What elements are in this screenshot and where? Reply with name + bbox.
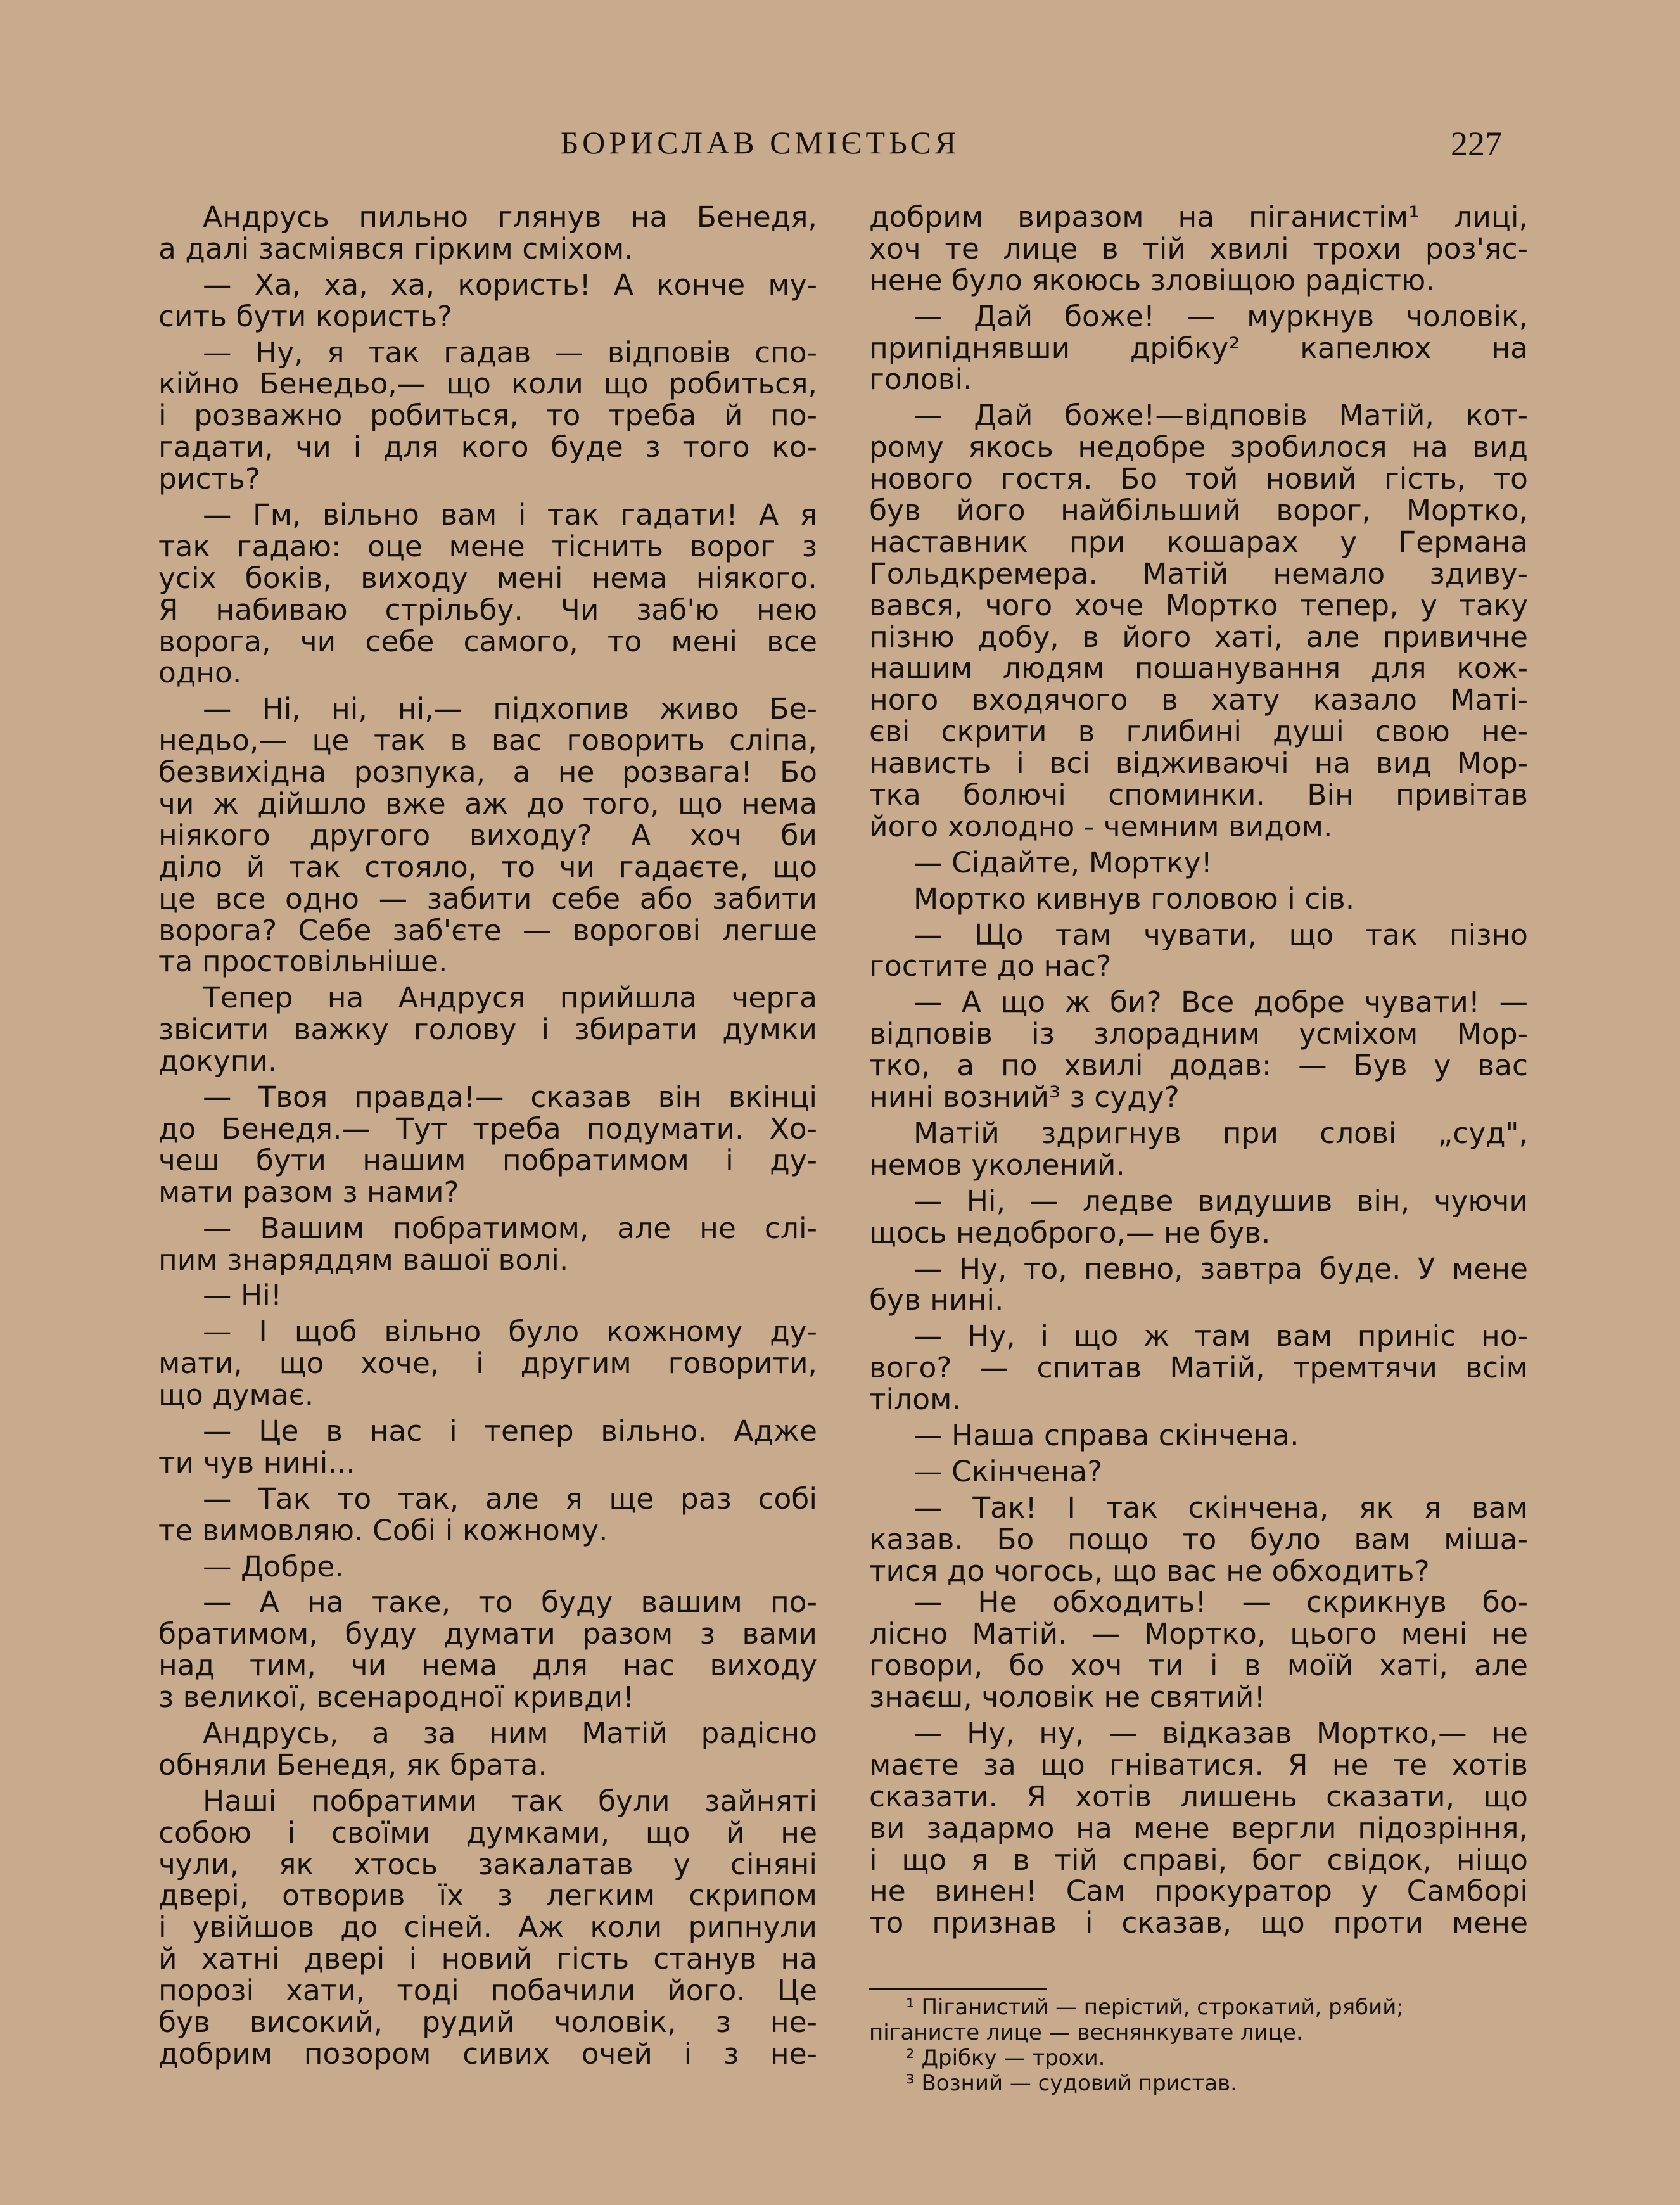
text-line: нині возний³ з суду? (869, 1082, 1180, 1113)
text-line: це все одно — забити себе або забити (158, 883, 817, 915)
text-line: — Скінчена? (913, 1455, 1103, 1488)
right-text-column (869, 201, 1528, 1939)
text-line: нене було якоюсь зловіщою радістю. (869, 264, 1435, 297)
text-line: — Добре. (203, 1550, 344, 1583)
footnote-line: ³ Возний — судовий пристав. (906, 2071, 1237, 2096)
text-line: нависть і всі відживаючі на вид Мор- (869, 748, 1528, 780)
text-line: Матій здригнув при слові „суд", (913, 1117, 1528, 1149)
text-line: щось недоброго,— не був. (869, 1217, 1271, 1249)
text-line: тко, а по хвилі додав: — Був у вас (869, 1050, 1528, 1082)
text-line: — А що ж би? Все добре чувати! — (913, 987, 1528, 1019)
text-line: ти чув нині... (158, 1447, 355, 1479)
page-number: 227 (1451, 125, 1502, 163)
text-line: Я набиваю стрільбу. Чи заб'ю нею (158, 594, 817, 626)
text-line: — Ні, ні, ні,— підхопив живо Бе- (203, 693, 817, 725)
text-line: ного входячого в хату казало Маті- (869, 684, 1528, 717)
text-line: — Ну, ну, — відказав Мортко,— не (913, 1717, 1528, 1749)
text-line: до Бенедя.— Тут треба подумати. Хо- (158, 1113, 817, 1145)
text-line: був високий, рудий чоловік, з не- (158, 2006, 817, 2038)
text-line: був нині. (869, 1284, 1004, 1317)
text-line: собою і своїми думками, що й не (158, 1817, 817, 1849)
text-line: порозі хати, тоді побачили його. Це (158, 1975, 817, 2007)
text-line: нашим людям пошанування для кож- (869, 653, 1528, 685)
text-line: пізню добу, в його хаті, але привичне (869, 621, 1528, 653)
text-line: сказати. Я хотів лишень сказати, що (869, 1780, 1528, 1813)
text-line: відповів із злорадним усміхом Мор- (869, 1018, 1528, 1051)
text-line: — Ні, — ледве видушив він, чуючи (913, 1185, 1528, 1217)
text-line: чеш бути нашим побратимом і ду- (158, 1144, 817, 1177)
text-line: — Наша справа скінчена. (913, 1419, 1299, 1452)
text-line: тися до чогось, що вас не обходить? (869, 1555, 1430, 1587)
text-line: немов уколений. (869, 1149, 1125, 1181)
text-line: ристь? (158, 463, 260, 495)
text-line: одно. (158, 657, 242, 689)
text-line: звісити важку голову і збирати думки (158, 1014, 817, 1046)
text-line: — Ну, то, певно, завтра буде. У мене (913, 1253, 1528, 1285)
text-line: не винен! Сам прокуратор у Самборі (869, 1876, 1528, 1908)
text-line: усіх боків, виходу мені нема ніякого. (158, 562, 817, 594)
text-line: Андрусь, а за ним Матій радісно (203, 1717, 817, 1749)
footnote-line: ² Дрібку — трохи. (906, 2045, 1105, 2071)
text-line: тілом. (869, 1384, 961, 1416)
text-line: братимом, буду думати разом з вами (158, 1618, 817, 1651)
text-line: діло й так стояло, то чи гадаєте, що (158, 851, 817, 883)
text-line: гостите до нас? (869, 950, 1112, 983)
running-title: БОРИСЛАВ СМІЄТЬСЯ (560, 125, 960, 160)
text-line: чи ж дійшло вже аж до того, що нема (158, 788, 817, 820)
text-line: був його найбільший ворог, Мортко, (869, 495, 1528, 527)
text-line: пим знаряддям вашої волі. (158, 1244, 569, 1276)
text-line: — Ну, я так гадав — відповів спо- (203, 336, 817, 369)
text-line: єві скрити в глибині душі свою не- (869, 716, 1528, 748)
text-line: говори, бо хоч ти і в моїй хаті, але (869, 1650, 1528, 1682)
text-line: голові. (869, 364, 972, 396)
text-line: — Гм, вільно вам і так гадати! А я (203, 499, 817, 531)
text-line: рому якось недобре зробилося на вид (869, 431, 1528, 464)
text-line: наставник при кошарах у Германа (869, 526, 1528, 558)
text-line: — І щоб вільно було кожному ду- (203, 1316, 817, 1348)
text-line: — Так! І так скінчена, як я вам (913, 1492, 1528, 1524)
text-line: й хатні двері і новий гість станув на (158, 1943, 817, 1976)
text-line: припіднявши дрібку² капелюх на (869, 332, 1528, 364)
text-line: хоч те лице в тій хвилі трохи роз'яс- (869, 233, 1528, 265)
text-line: Наші побратими так були зайняті (203, 1785, 817, 1817)
text-line: — Це в нас і тепер вільно. Адже (203, 1415, 817, 1447)
text-line: мати разом з нами? (158, 1176, 459, 1208)
text-line: його холодно - чемним видом. (869, 810, 1333, 843)
text-line: докупи. (158, 1045, 277, 1078)
text-line: безвихідна розпука, а не розвага! Бо (158, 757, 817, 789)
text-line: — Що там чувати, що так пізно (913, 919, 1528, 951)
text-line: нового гостя. Бо той новий гість, то (869, 463, 1528, 495)
text-line: недьо,— це так в вас говорить сліпа, (158, 725, 817, 757)
text-line: лісно Матій. — Мортко, цього мені не (869, 1618, 1528, 1651)
text-line: добрим виразом на піганистім¹ лиці, (869, 201, 1528, 233)
text-line: мати, що хоче, і другим говорити, (158, 1348, 817, 1380)
text-line: — Сідайте, Мортку! (913, 847, 1212, 879)
text-line: Мортко кивнув головою і сів. (913, 883, 1355, 915)
text-line: знаєш, чоловік не святий! (869, 1682, 1266, 1713)
left-text-column (158, 201, 817, 2070)
text-line: Андрусь пильно глянув на Бенедя, (203, 201, 817, 233)
text-line: тка болючі споминки. Він привітав (869, 779, 1528, 811)
text-line: над тим, чи нема для нас виходу (158, 1650, 817, 1682)
text-line: та простовільніше. (158, 946, 448, 978)
text-line: — Так то так, але я ще раз собі (203, 1483, 817, 1515)
text-line: з великої, всенародної кривди! (158, 1682, 635, 1713)
text-line: — Не обходить! — скрикнув бо- (913, 1587, 1528, 1619)
text-line: казав. Бо пощо то було вам міша- (869, 1523, 1528, 1556)
text-line: двері, отворив їх з легким скрипом (158, 1880, 817, 1912)
text-line: ніякого другого виходу? А хоч би (158, 819, 817, 852)
text-line: обняли Бенедя, як брата. (158, 1749, 547, 1781)
text-line: — Ну, і що ж там вам приніс но- (913, 1320, 1528, 1353)
text-line: вого? — спитав Матій, тремтячи всім (869, 1352, 1528, 1384)
text-line: і розважно робиться, то треба й по- (158, 400, 817, 432)
text-line: Тепер на Андруся прийшла черга (203, 982, 817, 1014)
text-line: гадати, чи і для кого буде з того ко- (158, 431, 817, 464)
text-line: вався, чого хоче Мортко тепер, у таку (869, 589, 1528, 622)
text-line: добрим позором сивих очей і з не- (158, 2038, 817, 2070)
footnote-divider (869, 1988, 1047, 1990)
text-line: Гольдкремера. Матій немало здиву- (869, 558, 1528, 590)
text-line: — А на таке, то буду вашим по- (203, 1587, 817, 1619)
text-line: і увійшов до сіней. Аж коли рипнули (158, 1912, 817, 1944)
text-line: сить бути користь? (158, 300, 453, 333)
text-line: ворога, чи себе самого, то мені все (158, 625, 817, 658)
text-line: — Ні! (203, 1280, 283, 1312)
text-line: що думає. (158, 1379, 314, 1411)
footnotes (869, 1995, 1528, 2096)
text-line: кійно Бенедьо,— що коли що робиться, (158, 368, 817, 400)
text-line: — Твоя правда!— сказав він вкінці (203, 1082, 817, 1113)
text-line: і що я в тій справі, бог свідок, ніщо (869, 1844, 1528, 1876)
text-line: то признав і сказав, що проти мене (869, 1907, 1528, 1940)
footnote-line: піганисте лице — веснянкувате лице. (869, 2020, 1303, 2045)
text-line: те вимовляю. Собі і кожному. (158, 1514, 608, 1547)
text-line: — Дай боже! — муркнув чоловік, (913, 300, 1528, 333)
text-line: так гадаю: оце мене тіснить ворог з (158, 530, 817, 563)
text-line: ви задармо на мене вергли підозріння, (869, 1812, 1528, 1844)
text-line: чули, як хтось закалатав у сіняні (158, 1848, 817, 1881)
text-line: — Вашим побратимом, але не слі- (203, 1212, 817, 1244)
text-line: маєте за що гніватися. Я не те хотів (869, 1749, 1528, 1781)
text-line: — Дай боже!—відповів Матій, кот- (913, 400, 1528, 432)
text-line: ворога? Себе заб'єте — ворогові легше (158, 914, 817, 947)
text-line: — Ха, ха, ха, користь! А конче му- (203, 269, 817, 301)
text-line: а далі засміявся гірким сміхом. (158, 233, 633, 265)
footnote-line: ¹ Піганистий — перістий, строкатий, рябий; (906, 1995, 1404, 2020)
